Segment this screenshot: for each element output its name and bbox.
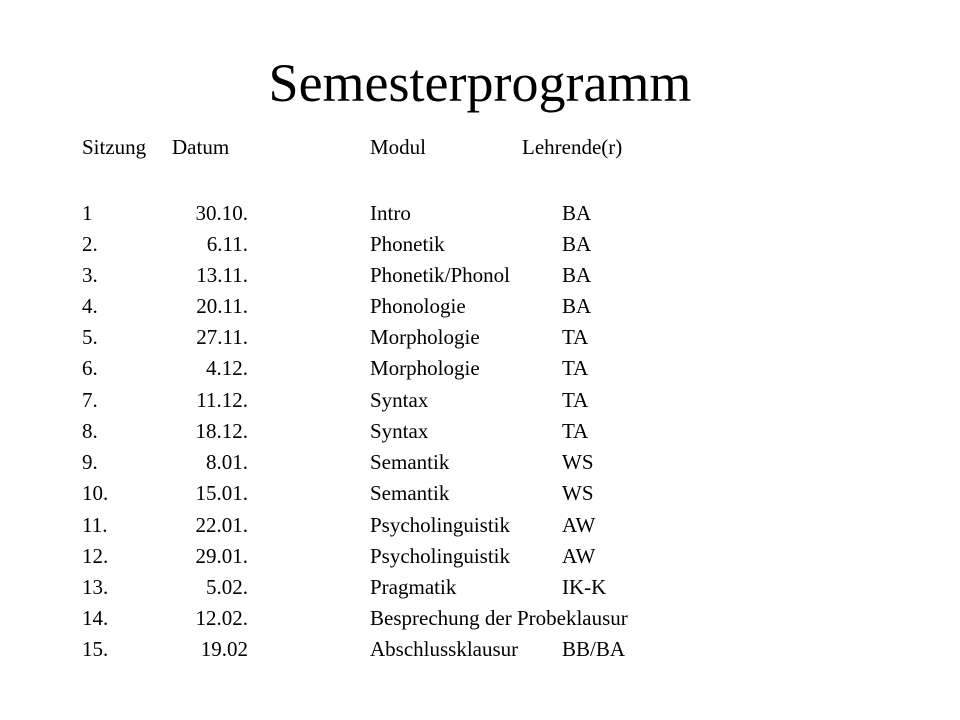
cell-datum: 12.02. xyxy=(195,606,248,630)
table-row xyxy=(0,416,960,446)
table-row xyxy=(0,291,960,321)
cell-lehrende: BB/BA xyxy=(562,637,626,661)
table-row xyxy=(0,634,960,664)
page-title: Semesterprogramm xyxy=(268,53,692,113)
header-modul: Modul xyxy=(370,135,427,159)
table-row xyxy=(0,572,960,602)
cell-sitzung: 1 xyxy=(82,201,93,225)
cell-modul: Morphologie xyxy=(370,325,480,349)
table-row xyxy=(0,198,960,228)
cell-modul: Phonetik/Phonol xyxy=(370,263,511,287)
cell-modul: Semantik xyxy=(370,450,450,474)
table-row xyxy=(0,447,960,477)
cell-sitzung: 4. xyxy=(82,294,98,318)
cell-lehrende: BA xyxy=(562,201,592,225)
cell-datum: 19.02 xyxy=(200,637,248,661)
cell-datum: 20.11. xyxy=(196,294,248,318)
cell-sitzung: 14. xyxy=(82,606,109,630)
cell-lehrende: AW xyxy=(562,513,596,537)
cell-datum: 18.12. xyxy=(195,419,248,443)
cell-datum: 29.01. xyxy=(195,544,248,568)
cell-sitzung: 2. xyxy=(82,232,98,256)
cell-datum: 5.02. xyxy=(206,575,248,599)
table-row xyxy=(0,260,960,290)
cell-modul: Abschlussklausur xyxy=(370,637,519,661)
cell-datum: 8.01. xyxy=(206,450,248,474)
cell-sitzung: 3. xyxy=(82,263,98,287)
table-row xyxy=(0,510,960,540)
table-row xyxy=(0,229,960,259)
cell-modul: Phonetik xyxy=(370,232,445,256)
cell-sitzung: 5. xyxy=(82,325,98,349)
header-datum: Datum xyxy=(172,135,230,159)
table-row xyxy=(0,385,960,415)
cell-lehrende: IK-K xyxy=(562,575,607,599)
table-row xyxy=(0,603,960,633)
cell-lehrende: TA xyxy=(562,388,589,412)
table-header xyxy=(0,132,960,162)
cell-sitzung: 13. xyxy=(82,575,109,599)
cell-datum: 4.12. xyxy=(206,356,248,380)
cell-sitzung: 11. xyxy=(82,513,108,537)
cell-sitzung: 12. xyxy=(82,544,109,568)
cell-sitzung: 7. xyxy=(82,388,98,412)
cell-lehrende: TA xyxy=(562,419,589,443)
cell-modul: Semantik xyxy=(370,481,450,505)
cell-lehrende: BA xyxy=(562,232,592,256)
cell-datum: 30.10. xyxy=(195,201,248,225)
header-sitzung: Sitzung xyxy=(82,135,147,159)
cell-sitzung: 10. xyxy=(82,481,109,505)
cell-sitzung: 15. xyxy=(82,637,109,661)
cell-datum: 27.11. xyxy=(196,325,248,349)
cell-datum: 22.01. xyxy=(195,513,248,537)
cell-datum: 6.11. xyxy=(206,232,248,256)
cell-datum: 15.01. xyxy=(195,481,248,505)
cell-lehrende: TA xyxy=(562,356,589,380)
cell-lehrende: TA xyxy=(562,325,589,349)
cell-modul: Syntax xyxy=(370,419,429,443)
table-row xyxy=(0,478,960,508)
cell-modul: Pragmatik xyxy=(370,575,457,599)
cell-lehrende: WS xyxy=(562,481,594,505)
cell-modul: Intro xyxy=(370,201,411,225)
cell-modul: Psycholinguistik xyxy=(370,513,511,537)
cell-modul: Morphologie xyxy=(370,356,480,380)
cell-modul: Besprechung der Probeklausur xyxy=(370,606,628,630)
cell-modul: Psycholinguistik xyxy=(370,544,511,568)
table-row xyxy=(0,541,960,571)
cell-lehrende: WS xyxy=(562,450,594,474)
table-row xyxy=(0,322,960,352)
header-lehrende: Lehrende(r) xyxy=(522,135,623,159)
cell-sitzung: 9. xyxy=(82,450,98,474)
cell-sitzung: 8. xyxy=(82,419,98,443)
cell-lehrende: AW xyxy=(562,544,596,568)
cell-datum: 13.11. xyxy=(196,263,248,287)
table-row xyxy=(0,353,960,383)
cell-datum: 11.12. xyxy=(196,388,248,412)
cell-modul: Phonologie xyxy=(370,294,466,318)
cell-lehrende: BA xyxy=(562,294,592,318)
cell-modul: Syntax xyxy=(370,388,429,412)
cell-sitzung: 6. xyxy=(82,356,98,380)
cell-lehrende: BA xyxy=(562,263,592,287)
